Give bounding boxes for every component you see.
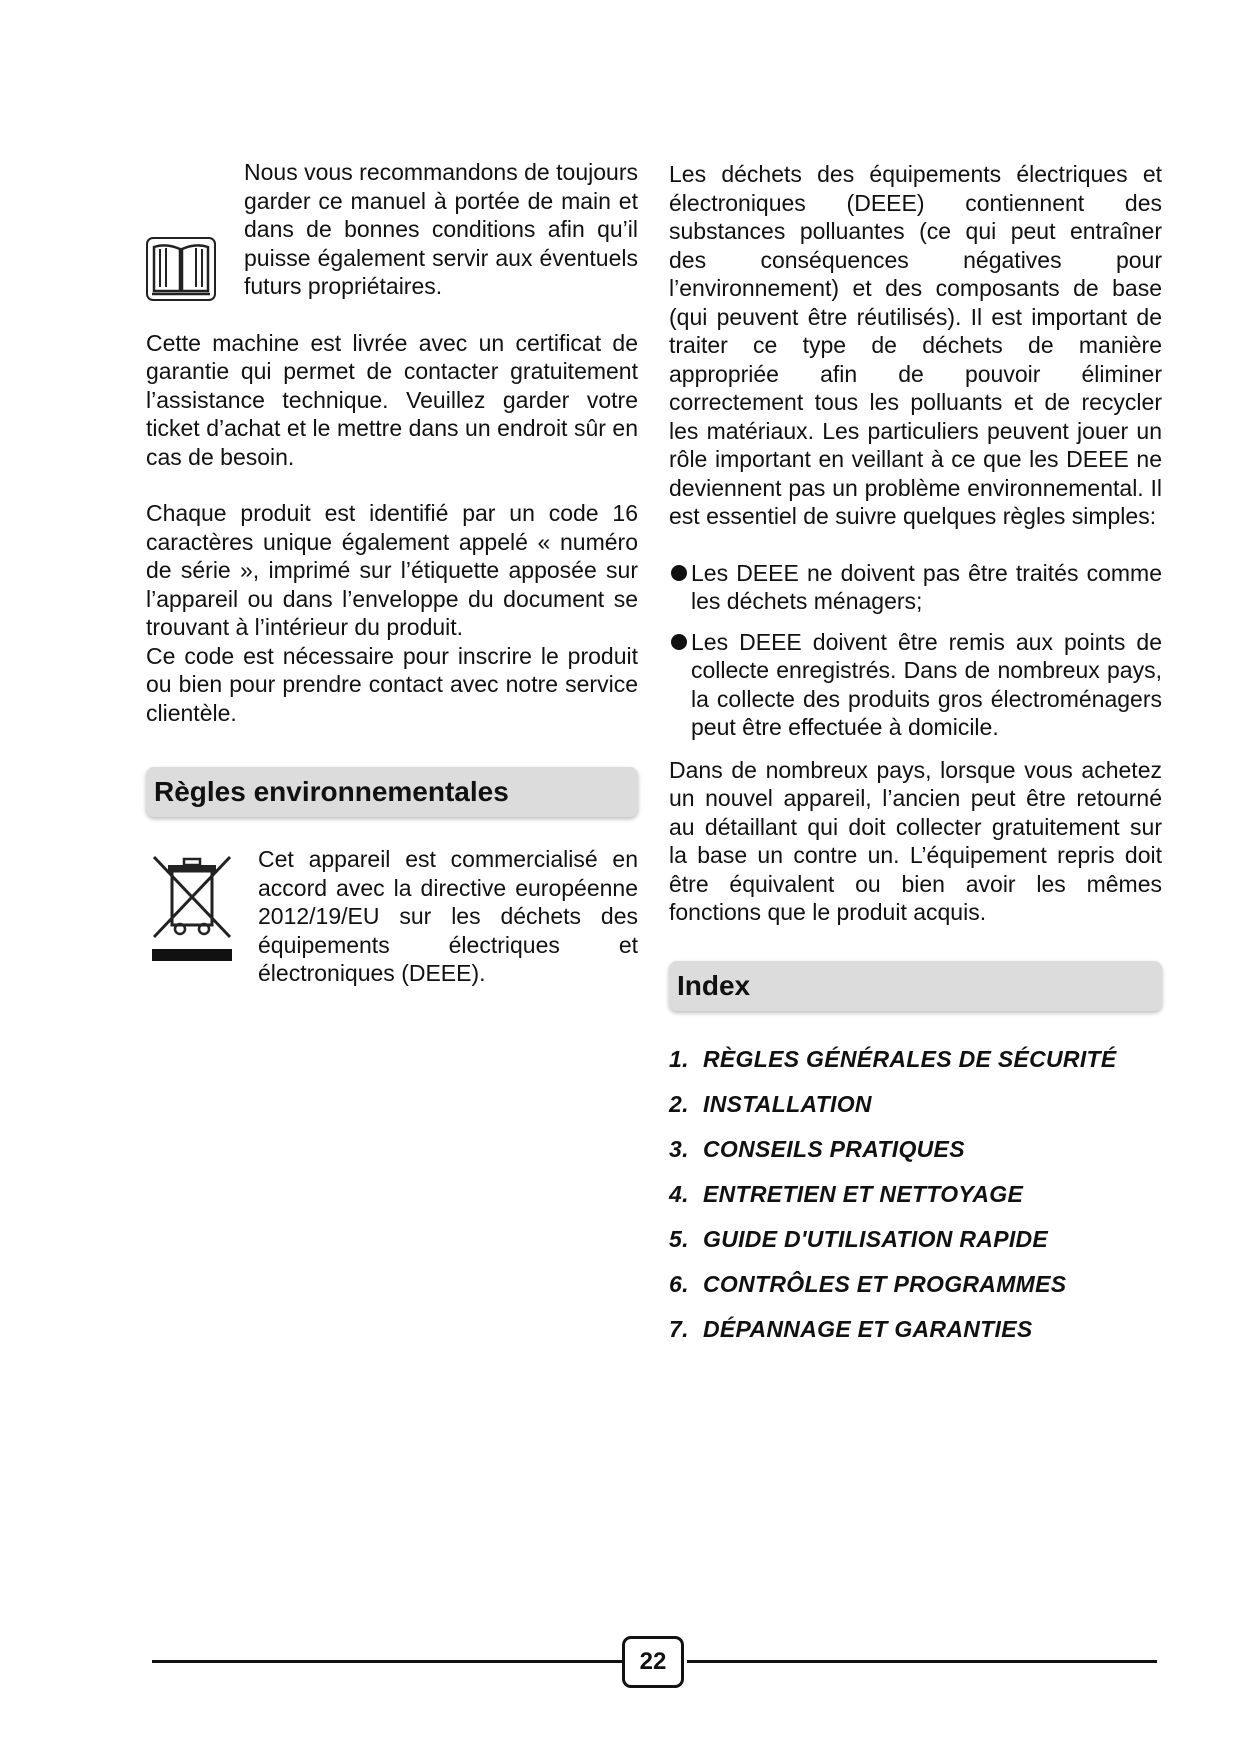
serial-usage-paragraph: Ce code est nécessaire pour inscrire le produit ou bien pour prendre contact avec notre service clientèle. bbox=[146, 642, 638, 726]
index-item: 5. GUIDE D'UTILISATION RAPIDE bbox=[669, 1225, 1049, 1252]
index-item: 6. CONTRÔLES ET PROGRAMMES bbox=[669, 1270, 1067, 1297]
env-heading: Règles environnementales bbox=[146, 767, 638, 817]
list-item: Les DEEE ne doivent pas être traités comme les déchets ménagers; bbox=[669, 559, 1162, 616]
weee-rules-list bbox=[669, 559, 1162, 742]
page-footer bbox=[152, 1636, 1157, 1688]
index-item: 4. ENTRETIEN ET NETTOYAGE bbox=[669, 1180, 1024, 1207]
bullet-icon bbox=[671, 565, 687, 581]
footer-rule-right bbox=[687, 1660, 1157, 1663]
list-item: Les DEEE doivent être remis aux points de collecte enregistrés. Dans de nombreux pays, la collecte des produits gros électroménagers peut être effectuée à domicile. bbox=[669, 628, 1162, 742]
right-column bbox=[669, 160, 1162, 1360]
left-column bbox=[146, 158, 638, 988]
book-icon bbox=[146, 237, 216, 301]
index-item: 1. RÈGLES GÉNÉRALES DE SÉCURITÉ bbox=[669, 1045, 1117, 1072]
index-item: 2. INSTALLATION bbox=[669, 1090, 872, 1117]
intro-paragraph: Nous vous recommandons de toujours garder ce manuel à portée de main et dans de bonnes conditions afin qu’il puisse également servir aux éventuels futurs propriétaires. bbox=[244, 159, 638, 299]
warranty-paragraph: Cette machine est livrée avec un certificat de garantie qui permet de contacter gratuitement l’assistance technique. Veuillez garder votre ticket d’achat et le mettre dans un endroit sûr en cas de besoin. bbox=[146, 329, 638, 470]
env-directive-paragraph: Cet appareil est commercialisé en accord avec la directive européenne 2012/19/EU sur les déchets des équipements électriques et électroniques (DEEE). bbox=[258, 846, 638, 986]
env-block bbox=[146, 845, 638, 988]
weee-intro-paragraph: Les déchets des équipements électriques et électroniques (DEEE) contiennent des substances polluantes (ce qui peut entraîner des conséquences négatives pour l’environnement) et des composants de base (qui peuvent être réutilisés). Il est important de traiter ce type de déchets de manière appropriée afin de pouvoir éliminer correctement tous les polluants et de recycler les matériaux. Les particuliers peuvent jouer un rôle important en veillant à ce que les DEEE ne deviennent pas un problème environnemental. Il est essentiel de suivre quelques règles simples: bbox=[669, 161, 1162, 529]
index-list bbox=[669, 1045, 1162, 1343]
index-heading: Index bbox=[669, 961, 1162, 1011]
intro-block bbox=[146, 158, 638, 301]
serial-paragraph: Chaque produit est identifié par un code 16 caractères unique également appelé « numéro de série », imprimé sur l’étiquette apposée sur l’appareil ou dans l’enveloppe du document se trouvant à l’intérieur du produit. bbox=[146, 500, 638, 640]
footer-rule-left bbox=[152, 1660, 622, 1663]
index-item: 3. CONSEILS PRATIQUES bbox=[669, 1135, 965, 1162]
page-number: 22 bbox=[622, 1636, 684, 1688]
index-item: 7. DÉPANNAGE ET GARANTIES bbox=[669, 1315, 1033, 1342]
return-policy-paragraph: Dans de nombreux pays, lorsque vous achetez un nouvel appareil, l’ancien peut être retourné au détaillant qui doit collecter gratuitement sur la base un contre un. L’équipement repris doit être équivalent ou bien avoir les mêmes fonctions que le produit acquis. bbox=[669, 756, 1162, 925]
bullet-icon bbox=[671, 634, 687, 650]
crossed-bin-icon bbox=[146, 845, 238, 965]
